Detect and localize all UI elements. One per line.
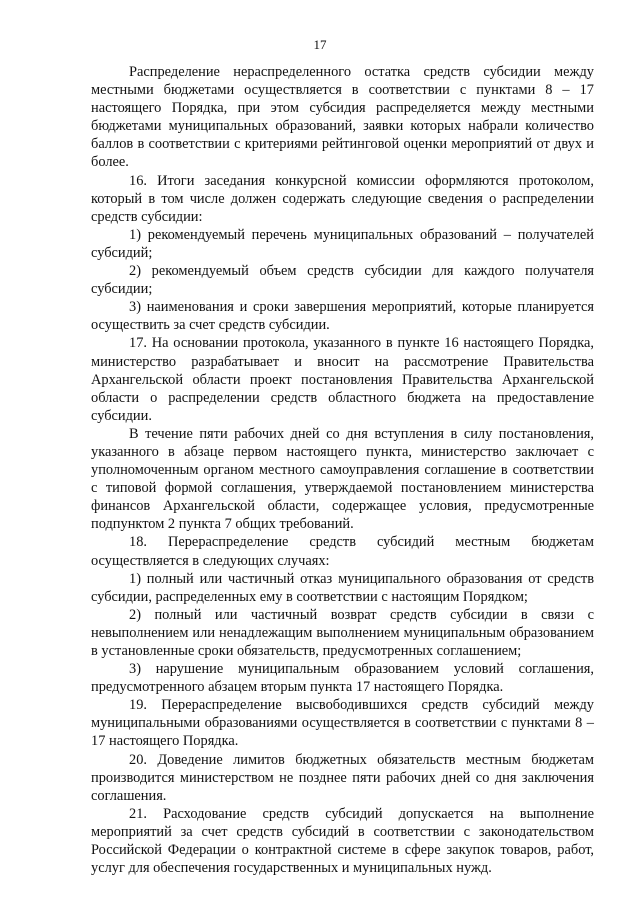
paragraph-17-resolution: 17. На основании протокола, указанного в пункте 16 настоящего Порядка, министерство разрабатывает и вносит на рассмотрение Правительства Архангельской области проект постановления Правительства Архангельской области о распределении средств областного бюджета на предоставление субсидии.: [91, 335, 594, 424]
paragraph-19-released-funds: 19. Перераспределение высвободившихся средств субсидий между муниципальными образованиями осуществляется в соответствии с пунктами 8 – 17 настоящего Порядка.: [91, 697, 594, 750]
paragraph-18-item-3: 3) нарушение муниципальным образованием условий соглашения, предусмотренного абзацем вторым пункта 17 настоящего Порядка.: [91, 661, 594, 696]
paragraph-remainder-distribution: Распределение нераспределенного остатка средств субсидии между местными бюджетами осуществляется в соответствии с пунктами 8 – 17 настоящего Порядка, при этом субсидия распределяется между местными бюджетами муниципальных образований, заявки которых набрали количество баллов в соответствии с критериями рейтинговой оценки мероприятий от двух и более.: [91, 64, 594, 171]
document-body: [91, 63, 594, 877]
paragraph-16-item-3: 3) наименования и сроки завершения мероприятий, которые планируется осуществить за счет средств субсидии.: [91, 299, 594, 334]
paragraph-18-redistribution: 18. Перераспределение средств субсидий местным бюджетам осуществляется в следующих случаях:: [91, 534, 594, 569]
paragraph-16-item-2: 2) рекомендуемый объем средств субсидии для каждого получателя субсидии;: [91, 263, 594, 298]
paragraph-20-limits: 20. Доведение лимитов бюджетных обязательств местным бюджетам производится министерством не позднее пяти рабочих дней со дня заключения соглашения.: [91, 751, 594, 804]
paragraph-18-item-1: 1) полный или частичный отказ муниципального образования от средств субсидии, распределенных ему в соответствии с настоящим Порядком;: [91, 570, 594, 605]
paragraph-18-item-2: 2) полный или частичный возврат средств субсидии в связи с невыполнением или ненадлежащим выполнением муниципальным образованием в установленные сроки обязательств, предусмотренных соглашением;: [91, 606, 594, 659]
page-number: 17: [313, 37, 327, 52]
paragraph-21-spending: 21. Расходование средств субсидий допускается на выполнение мероприятий за счет средств субсидий в соответствии с законодательством Российской Федерации о контрактной системе в сфере закупок товаров, работ, услуг для обеспечения государственных и муниципальных нужд.: [91, 805, 594, 877]
paragraph-17-agreement: В течение пяти рабочих дней со дня вступления в силу постановления, указанного в абзаце первом настоящего пункта, министерство заключает с уполномоченным органом местного самоуправления соглашение в соответствии с типовой формой соглашения, утверждаемой постановлением министерства финансов Архангельской области, содержащее условия, предусмотренные подпунктом 2 пункта 7 общих требований.: [91, 425, 594, 533]
paragraph-16-item-1: 1) рекомендуемый перечень муниципальных образований – получателей субсидий;: [91, 226, 594, 261]
paragraph-16-protocol: 16. Итоги заседания конкурсной комиссии оформляются протоколом, который в том числе должен содержать следующие сведения о распределении средств субсидии:: [91, 172, 594, 225]
